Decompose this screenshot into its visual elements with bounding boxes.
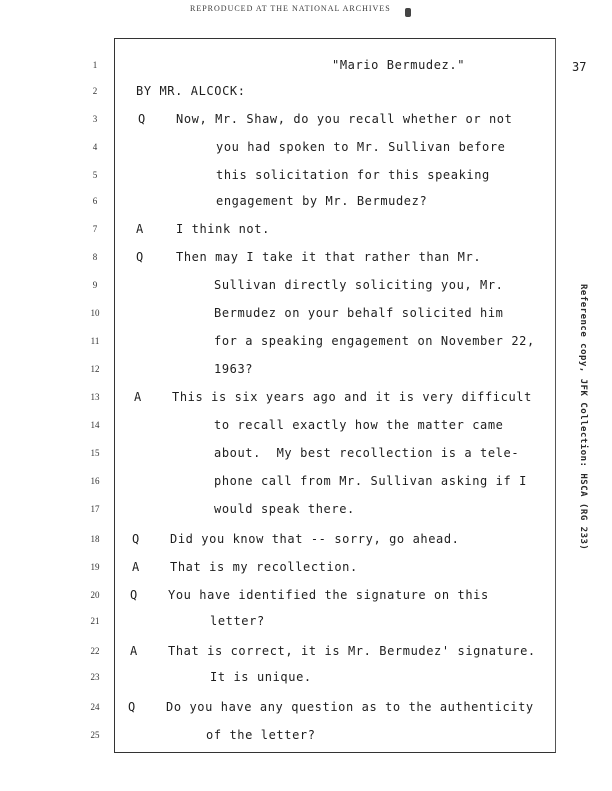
transcript-line: BY MR. ALCOCK: xyxy=(136,84,246,98)
line-number: 3 xyxy=(92,114,98,124)
stamp-mark xyxy=(405,8,411,17)
speaker-label: Q xyxy=(130,588,138,602)
line-number: 12 xyxy=(90,364,100,374)
transcript-line: of the letter? xyxy=(206,728,316,742)
transcript-line: for a speaking engagement on November 22, xyxy=(214,334,535,348)
transcript-line: 1963? xyxy=(214,362,254,376)
speaker-label: Q xyxy=(138,112,146,126)
speaker-label: A xyxy=(132,560,140,574)
transcript-line: You have identified the signature on this xyxy=(168,588,489,602)
page-number: 37 xyxy=(572,60,587,74)
transcript-line: That is my recollection. xyxy=(170,560,358,574)
transcript-line: phone call from Mr. Sullivan asking if I xyxy=(214,474,527,488)
speaker-label: Q xyxy=(132,532,140,546)
transcript-line: I think not. xyxy=(176,222,270,236)
line-number: 14 xyxy=(90,420,100,430)
archive-stamp: REPRODUCED AT THE NATIONAL ARCHIVES xyxy=(190,4,391,13)
line-number: 11 xyxy=(90,336,100,346)
line-number: 15 xyxy=(90,448,100,458)
speaker-label: A xyxy=(130,644,138,658)
line-number: 10 xyxy=(90,308,100,318)
line-number: 20 xyxy=(90,590,100,600)
speaker-label: Q xyxy=(128,700,136,714)
line-number: 18 xyxy=(90,534,100,544)
line-number: 1 xyxy=(92,60,98,70)
line-number: 5 xyxy=(92,170,98,180)
line-number: 23 xyxy=(90,672,100,682)
reference-copy-note: Reference copy, JFK Collection: HSCA (RG 233) xyxy=(578,284,588,551)
line-number: 17 xyxy=(90,504,100,514)
transcript-line: It is unique. xyxy=(210,670,312,684)
line-number: 6 xyxy=(92,196,98,206)
transcript-line: That is correct, it is Mr. Bermudez' signature. xyxy=(168,644,536,658)
transcript-line: Sullivan directly soliciting you, Mr. xyxy=(214,278,504,292)
transcript-line: Did you know that -- sorry, go ahead. xyxy=(170,532,460,546)
transcript-line: Bermudez on your behalf solicited him xyxy=(214,306,504,320)
line-number: 8 xyxy=(92,252,98,262)
transcript-line: Then may I take it that rather than Mr. xyxy=(176,250,482,264)
speaker-label: Q xyxy=(136,250,144,264)
transcript-line: to recall exactly how the matter came xyxy=(214,418,504,432)
line-number: 9 xyxy=(92,280,98,290)
line-number: 25 xyxy=(90,730,100,740)
speaker-label: A xyxy=(134,390,142,404)
line-number: 13 xyxy=(90,392,100,402)
line-number: 7 xyxy=(92,224,98,234)
transcript-line: this solicitation for this speaking xyxy=(216,168,490,182)
line-number: 16 xyxy=(90,476,100,486)
transcript-line: Now, Mr. Shaw, do you recall whether or not xyxy=(176,112,513,126)
line-number: 19 xyxy=(90,562,100,572)
transcript-line: would speak there. xyxy=(214,502,355,516)
line-number: 2 xyxy=(92,86,98,96)
transcript-line: engagement by Mr. Bermudez? xyxy=(216,194,428,208)
line-number: 24 xyxy=(90,702,100,712)
speaker-label: A xyxy=(136,222,144,236)
transcript-line: you had spoken to Mr. Sullivan before xyxy=(216,140,506,154)
transcript-line: about. My best recollection is a tele- xyxy=(214,446,520,460)
line-number: 4 xyxy=(92,142,98,152)
transcript-line: This is six years ago and it is very difficult xyxy=(172,390,532,404)
transcript-line: "Mario Bermudez." xyxy=(332,58,466,72)
line-number: 22 xyxy=(90,646,100,656)
line-number: 21 xyxy=(90,616,100,626)
transcript-line: letter? xyxy=(210,614,265,628)
transcript-line: Do you have any question as to the authenticity xyxy=(166,700,534,714)
